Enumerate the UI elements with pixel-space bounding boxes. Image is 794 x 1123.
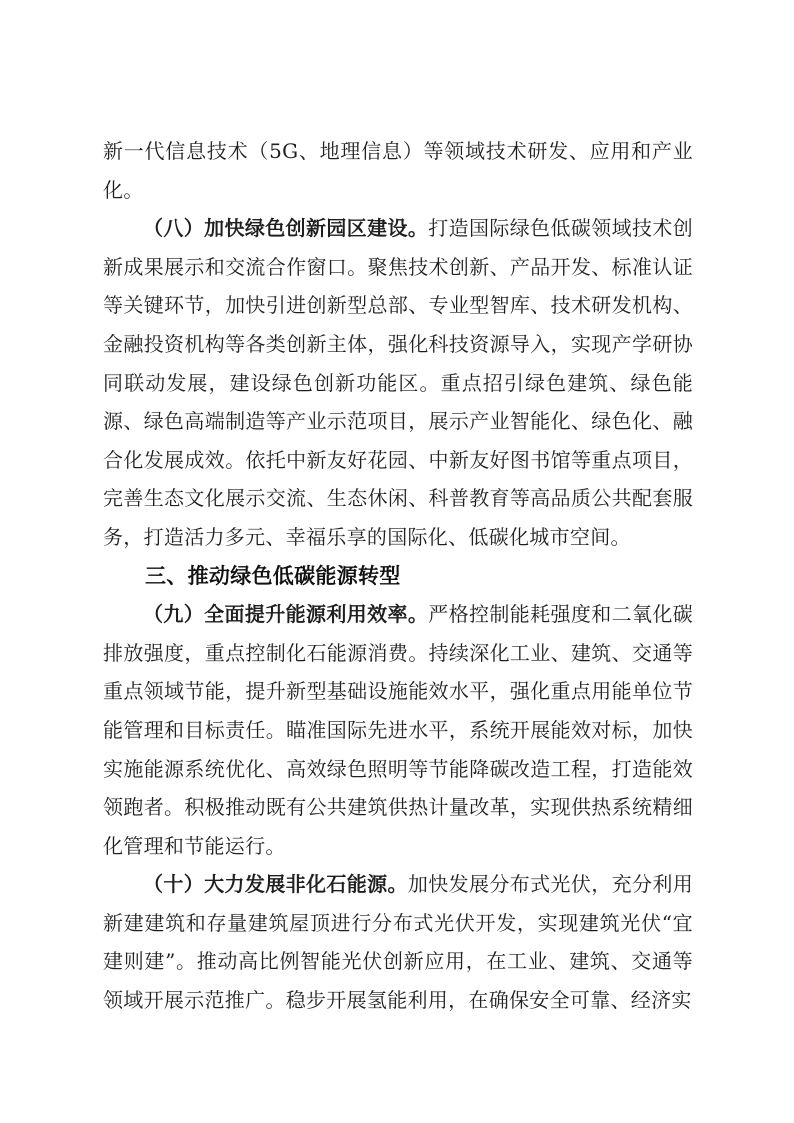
paragraph-item-10-text: 加快发展分布式光伏，充分利用新建建筑和存量建筑屋顶进行分布式光伏开发，实现建筑光伏“宜建则建”。推动高比例智能光伏创新应用，在工业、建筑、交通等领域开展示范推广。稳步开展氢能利用，在确保安全可靠、经济实 [103,872,694,1013]
paragraph-item-9-lead: （九）全面提升能源利用效率。 [143,602,429,627]
section-heading-3: 三、推动绿色低碳能源转型 [145,563,401,588]
paragraph-item-10 [103,865,693,1019]
paragraph-item-9-text: 严格控制能耗强度和二氧化碳排放强度，重点控制化石能源消费。持续深化工业、建筑、交通等重点领域节能，提升新型基础设施能效水平，强化重点用能单位节能管理和目标责任。瞄准国际先进水平，系统开展能效对标，加快实施能源系统优化、高效绿色照明等节能降碳改造工程，打造能效领跑者。积极推动既有公共建筑供热计量改革，实现供热系统精细化管理和节能运行。 [103,602,693,858]
paragraph-item-8 [103,209,693,556]
paragraph-item-9 [103,595,693,865]
paragraph-item-8-lead: （八）加快绿色创新园区建设。 [143,216,429,241]
paragraph-continuation: 新一代信息技术（5G、地理信息）等领域技术研发、应用和产业化。 [103,139,693,202]
paragraph-item-8-text: 打造国际绿色低碳领域技术创新成果展示和交流合作窗口。聚焦技术创新、产品开发、标准认证等关键环节，加快引进创新型总部、专业型智库、技术研发机构、金融投资机构等各类创新主体，强化科技资源导入，实现产学研协同联动发展，建设绿色创新功能区。重点招引绿色建筑、绿色能源、绿色高端制造等产业示范项目，展示产业智能化、绿色化、融合化发展成效。依托中新友好花园、中新友好图书馆等重点项目，完善生态文化展示交流、生态休闲、科普教育等高品质公共配套服务，打造活力多元、幸福乐享的国际化、低碳化城市空间。 [103,216,693,549]
paragraph-item-10-lead: （十）大力发展非化石能源。 [143,872,408,897]
document-content [103,132,693,1020]
